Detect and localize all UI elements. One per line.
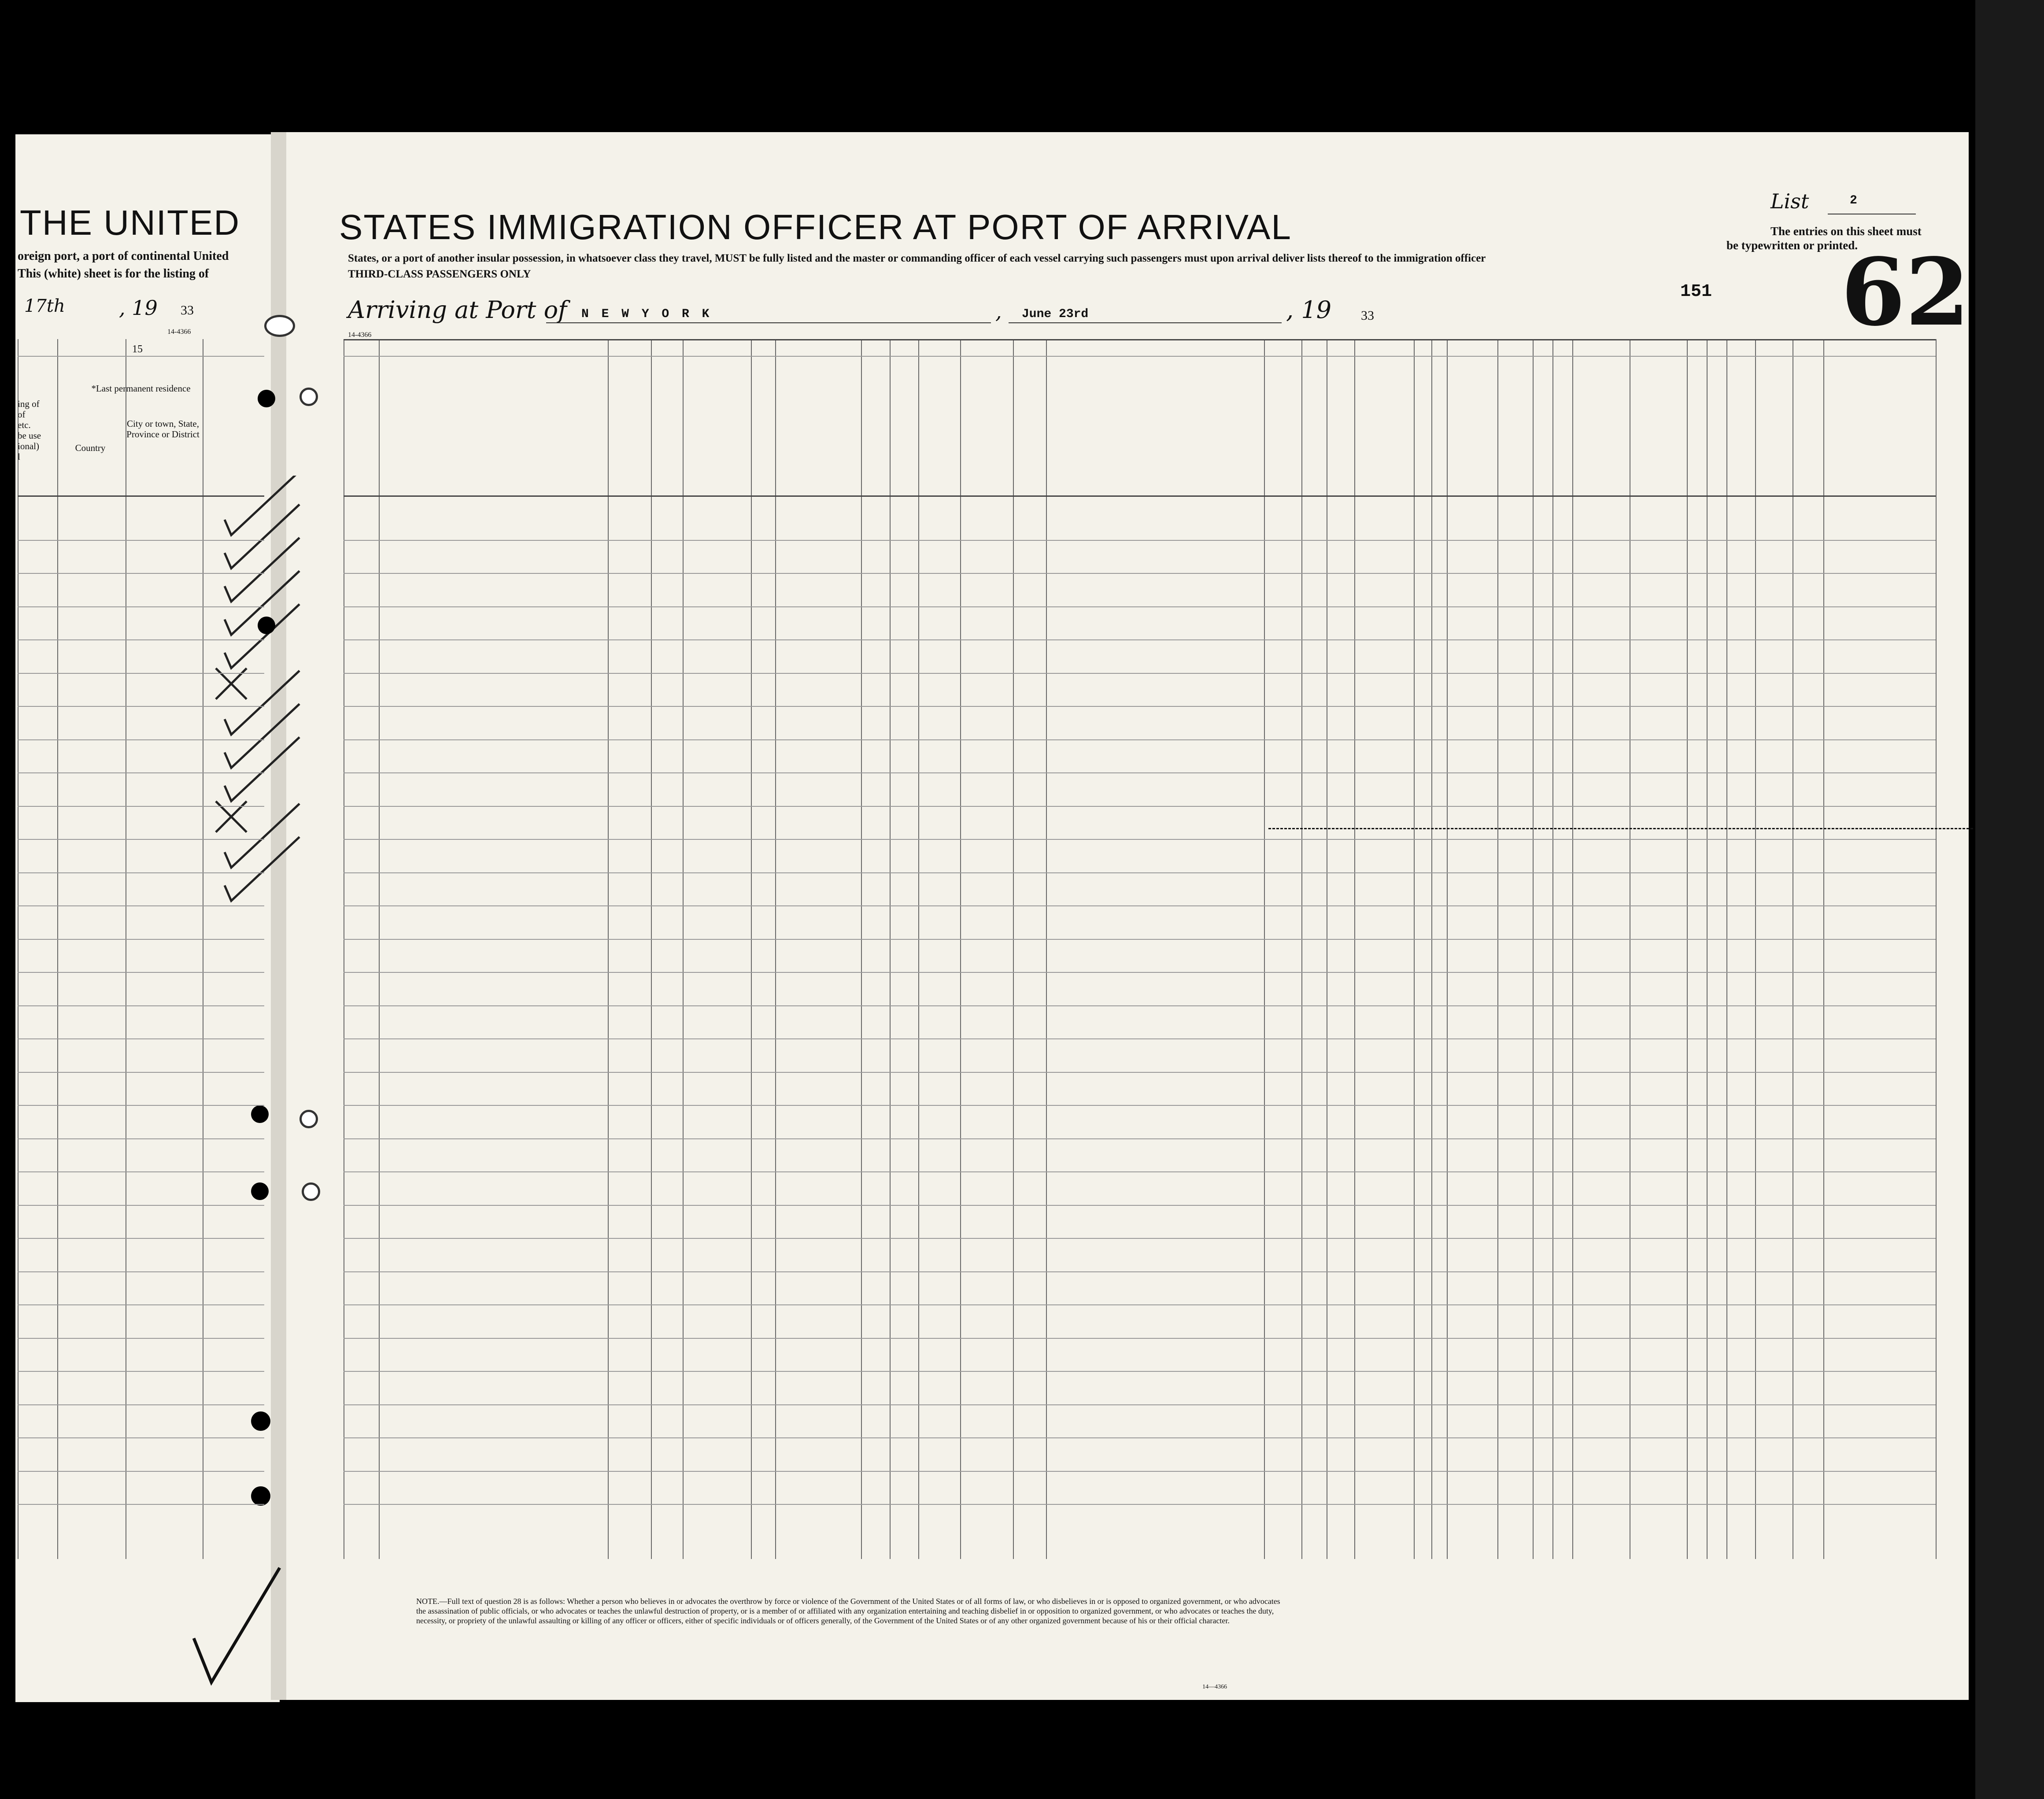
left-row-rule bbox=[18, 1437, 264, 1438]
list-label: List bbox=[1770, 189, 1809, 213]
column-rule bbox=[1447, 339, 1448, 1559]
row-rule bbox=[344, 1038, 1936, 1039]
date-underline bbox=[1009, 322, 1282, 323]
column-rule bbox=[379, 339, 380, 1559]
ditto-dash-line bbox=[1268, 828, 1973, 829]
left-row-rule bbox=[18, 1238, 264, 1239]
left-col-number: 15 bbox=[132, 344, 143, 355]
row-rule bbox=[344, 1338, 1936, 1339]
arrival-year-prefix: , 19 bbox=[1286, 296, 1332, 324]
left-side-fragment: l bbox=[18, 451, 20, 462]
left-col-city: City or town, State, Province or District bbox=[126, 418, 200, 440]
column-rule bbox=[1726, 339, 1727, 1559]
header-rule bbox=[344, 339, 1936, 340]
column-rule bbox=[890, 339, 891, 1559]
column-rule bbox=[1301, 339, 1302, 1559]
checkmark-icon bbox=[185, 1563, 286, 1687]
page-title: STATES IMMIGRATION OFFICER AT PORT OF ARRIVAL bbox=[339, 207, 1292, 247]
left-row-rule bbox=[18, 1304, 264, 1305]
left-row-rule bbox=[18, 739, 264, 740]
left-date-day: 17th bbox=[24, 296, 65, 316]
left-side-fragment: ional) bbox=[18, 441, 39, 451]
left-row-rule bbox=[18, 606, 264, 607]
left-header-rule bbox=[18, 356, 264, 357]
left-row-rule bbox=[18, 1105, 264, 1106]
left-column-rule bbox=[57, 339, 58, 1559]
row-rule bbox=[344, 1171, 1936, 1172]
sheet-number: 151 bbox=[1680, 282, 1712, 302]
row-rule bbox=[344, 1005, 1936, 1006]
date-comma: , bbox=[995, 299, 1002, 323]
column-rule bbox=[1823, 339, 1824, 1559]
checkmark-icon bbox=[225, 476, 299, 535]
row-rule bbox=[344, 1105, 1936, 1106]
header-rule bbox=[344, 495, 1936, 497]
column-rule bbox=[1354, 339, 1355, 1559]
column-rule bbox=[1707, 339, 1708, 1559]
left-side-fragment: of bbox=[18, 409, 26, 420]
row-rule bbox=[344, 540, 1936, 541]
column-rule bbox=[1572, 339, 1573, 1559]
left-date-year-suffix: 33 bbox=[181, 303, 194, 318]
punch-hole-icon bbox=[258, 617, 275, 634]
punch-hole-icon bbox=[302, 1182, 320, 1201]
column-rule bbox=[1936, 339, 1937, 1559]
arriving-label: Arriving at Port of bbox=[348, 296, 567, 324]
next-page-edge bbox=[1975, 0, 2044, 1799]
row-rule bbox=[344, 839, 1936, 840]
left-row-rule bbox=[18, 772, 264, 773]
left-page-title: THE UNITED bbox=[20, 203, 240, 242]
left-row-rule bbox=[18, 673, 264, 674]
column-rule bbox=[608, 339, 609, 1559]
header-instruction-line-2: THIRD-CLASS PASSENGERS ONLY bbox=[348, 268, 531, 280]
left-row-rule bbox=[18, 1404, 264, 1405]
checkmark-icon bbox=[225, 737, 299, 801]
left-form-code: 14-4366 bbox=[167, 328, 191, 336]
stamp-number: 62 bbox=[1841, 238, 1970, 347]
punch-hole-icon bbox=[299, 388, 318, 406]
left-row-rule bbox=[18, 540, 264, 541]
left-row-rule bbox=[18, 872, 264, 873]
left-row-rule bbox=[18, 1338, 264, 1339]
entries-note-line-2: be typewritten or printed. bbox=[1726, 239, 1858, 252]
column-rule bbox=[775, 339, 776, 1559]
row-rule bbox=[344, 772, 1936, 773]
left-row-rule bbox=[18, 1205, 264, 1206]
checkmark-icon bbox=[225, 604, 299, 668]
left-row-rule bbox=[18, 1371, 264, 1372]
left-row-rule bbox=[18, 1271, 264, 1272]
punch-hole-icon bbox=[251, 1486, 270, 1506]
left-header-rule bbox=[18, 495, 264, 497]
checkmark-icon bbox=[225, 837, 299, 901]
column-rule bbox=[960, 339, 961, 1559]
row-rule bbox=[344, 1271, 1936, 1272]
left-row-rule bbox=[18, 639, 264, 640]
row-rule bbox=[344, 639, 1936, 640]
row-rule bbox=[344, 573, 1936, 574]
column-rule bbox=[1414, 339, 1415, 1559]
left-row-rule bbox=[18, 939, 264, 940]
row-rule bbox=[344, 739, 1936, 740]
row-rule bbox=[344, 939, 1936, 940]
row-rule bbox=[344, 1072, 1936, 1073]
footnote-code: 14—4366 bbox=[1202, 1684, 1227, 1690]
column-rule bbox=[861, 339, 862, 1559]
checkmark-icon bbox=[225, 704, 299, 768]
left-row-rule bbox=[18, 573, 264, 574]
left-side-fragment: be use bbox=[18, 430, 41, 441]
column-rule bbox=[1533, 339, 1534, 1559]
column-rule bbox=[1013, 339, 1014, 1559]
column-rule bbox=[1264, 339, 1265, 1559]
column-rule bbox=[1755, 339, 1756, 1559]
left-row-rule bbox=[18, 1138, 264, 1139]
row-rule bbox=[344, 1404, 1936, 1405]
column-rule bbox=[1687, 339, 1688, 1559]
left-row-rule bbox=[18, 1038, 264, 1039]
column-rule bbox=[1552, 339, 1553, 1559]
left-row-rule bbox=[18, 1471, 264, 1472]
row-rule bbox=[344, 806, 1936, 807]
left-date-year-prefix: , 19 bbox=[119, 296, 158, 320]
left-row-rule bbox=[18, 1072, 264, 1073]
row-rule bbox=[344, 872, 1936, 873]
footnote: NOTE.—Full text of question 28 is as follows: Whether a person who believes in or advocates the overthrow by force or violence of the Government of the United States or of all forms of law, or who disbelieves in or is opposed to organized government, or who advocates the assassination of public officials, or who advocates or teaches the unlawful destruction of property, or is a member of or affiliated with any organization entertaining and teaching disbelief in or opposition to organized government, or who advocates or teaches the duty, necessity, or propriety of the unlawful assaulting or killing of any officer or officers, either of specific individuals or of officers generally, of the Government of the United States or of any other organized government because of his or their official character. bbox=[416, 1597, 1280, 1625]
column-rule bbox=[918, 339, 919, 1559]
row-rule bbox=[344, 706, 1936, 707]
punch-hole-icon bbox=[258, 390, 275, 407]
row-rule bbox=[344, 1437, 1936, 1438]
left-col-group: *Last permanent residence bbox=[91, 383, 191, 394]
row-rule bbox=[344, 1471, 1936, 1472]
column-rule bbox=[651, 339, 652, 1559]
port-value: N E W Y O R K bbox=[581, 307, 712, 321]
punch-hole-icon bbox=[251, 1105, 269, 1123]
column-rule bbox=[751, 339, 752, 1559]
checkmarks-svg bbox=[189, 476, 322, 938]
column-rule bbox=[1431, 339, 1432, 1559]
row-rule bbox=[344, 1205, 1936, 1206]
row-rule bbox=[344, 1304, 1936, 1305]
row-rule bbox=[344, 606, 1936, 607]
arrival-year-suffix: 33 bbox=[1361, 308, 1374, 323]
left-header-line-2: This (white) sheet is for the listing of bbox=[18, 267, 209, 281]
row-rule bbox=[344, 1238, 1936, 1239]
form-code: 14-4366 bbox=[348, 331, 372, 339]
left-row-rule bbox=[18, 839, 264, 840]
list-value: 2 bbox=[1850, 194, 1857, 207]
checkmark-icon bbox=[225, 505, 299, 569]
column-rule bbox=[1046, 339, 1047, 1559]
row-rule bbox=[344, 972, 1936, 973]
left-row-rule bbox=[18, 1171, 264, 1172]
left-side-fragment: ing of bbox=[18, 399, 40, 409]
left-side-fragments bbox=[18, 399, 53, 462]
row-rule bbox=[344, 1138, 1936, 1139]
entries-note-line-1: The entries on this sheet must bbox=[1770, 225, 1922, 238]
right-page bbox=[286, 132, 1969, 1700]
left-row-rule bbox=[18, 1504, 264, 1505]
punch-hole-icon bbox=[299, 1110, 318, 1128]
header-instruction-line-1: States, or a port of another insular possession, in whatsoever class they travel, MUST be fully listed and the master or commanding officer of each vessel carrying such passengers must upon arrival deliver lists thereof to the immigration officer bbox=[348, 252, 1486, 264]
punch-hole-icon bbox=[251, 1182, 269, 1200]
left-side-fragment: etc. bbox=[18, 420, 31, 430]
row-rule bbox=[344, 1504, 1936, 1505]
left-header-line-1: oreign port, a port of continental United bbox=[18, 249, 229, 263]
left-row-rule bbox=[18, 972, 264, 973]
arrival-date: June 23rd bbox=[1022, 307, 1089, 321]
left-row-rule bbox=[18, 905, 264, 906]
row-rule bbox=[344, 905, 1936, 906]
row-rule bbox=[344, 673, 1936, 674]
left-col-country: Country bbox=[75, 443, 106, 453]
port-underline bbox=[546, 322, 991, 323]
column-rule bbox=[683, 339, 684, 1559]
punch-hole-icon bbox=[264, 315, 295, 337]
checkmark-icon bbox=[225, 538, 299, 602]
left-row-rule bbox=[18, 806, 264, 807]
header-rule bbox=[344, 356, 1936, 357]
row-rule bbox=[344, 1371, 1936, 1372]
left-row-rule bbox=[18, 1005, 264, 1006]
left-row-rule bbox=[18, 706, 264, 707]
column-rule bbox=[1497, 339, 1498, 1559]
punch-hole-icon bbox=[251, 1411, 270, 1431]
